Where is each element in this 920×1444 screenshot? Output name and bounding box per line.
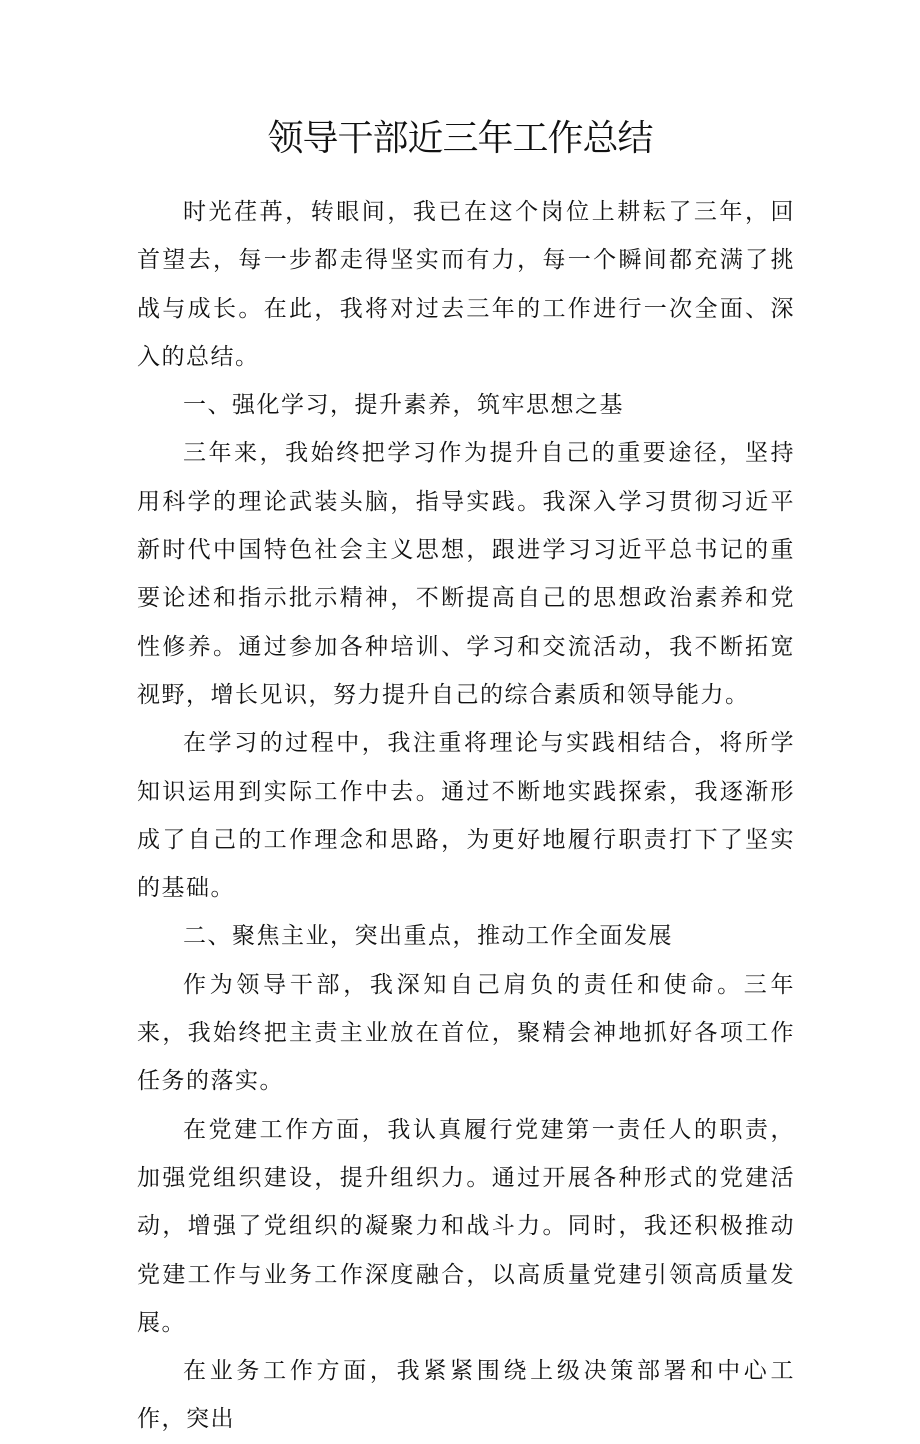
section-heading-2: 二、聚焦主业，突出重点，推动工作全面发展 — [183, 923, 673, 950]
paragraph-intro: 时光荏苒，转眼间，我已在这个岗位上耕耘了三年，回首望去，每一步都走得坚实而有力，每一个瞬间都充满了挑战与成长。在此，我将对过去三年的工作进行一次全面、深入的总结。 — [137, 199, 795, 370]
section-heading-1: 一、强化学习，提升素养，筑牢思想之基 — [183, 392, 624, 419]
paragraph-party-building: 在党建工作方面，我认真履行党建第一责任人的职责，加强党组织建设，提升组织力。通过开展各种形式的党建活动，增强了党组织的凝聚力和战斗力。同时，我还积极推动党建工作与业务工作深度融合，以高质量党建引领高质量发展。 — [137, 1116, 795, 1336]
document-body — [137, 188, 795, 1444]
paragraph-practice: 在学习的过程中，我注重将理论与实践相结合，将所学知识运用到实际工作中去。通过不断地实践探索，我逐渐形成了自己的工作理念和思路，为更好地履行职责打下了坚实的基础。 — [137, 730, 795, 902]
document-title: 领导干部近三年工作总结 — [267, 118, 653, 159]
paragraph-study: 三年来，我始终把学习作为提升自己的重要途径，坚持用科学的理论武装头脑，指导实践。我深入学习贯彻习近平新时代中国特色社会主义思想，跟进学习习近平总书记的重要论述和指示批示精神，不断提高自己的思想政治素养和党性修养。通过参加各种培训、学习和交流活动，我不断拓宽视野，增长见识，努力提升自己的综合素质和领导能力。 — [137, 440, 795, 708]
paragraph-business: 在业务工作方面，我紧紧围绕上级决策部署和中心工作，突出 — [137, 1358, 795, 1433]
paragraph-responsibility: 作为领导干部，我深知自己肩负的责任和使命。三年来，我始终把主责主业放在首位，聚精会神地抓好各项工作任务的落实。 — [137, 971, 795, 1095]
